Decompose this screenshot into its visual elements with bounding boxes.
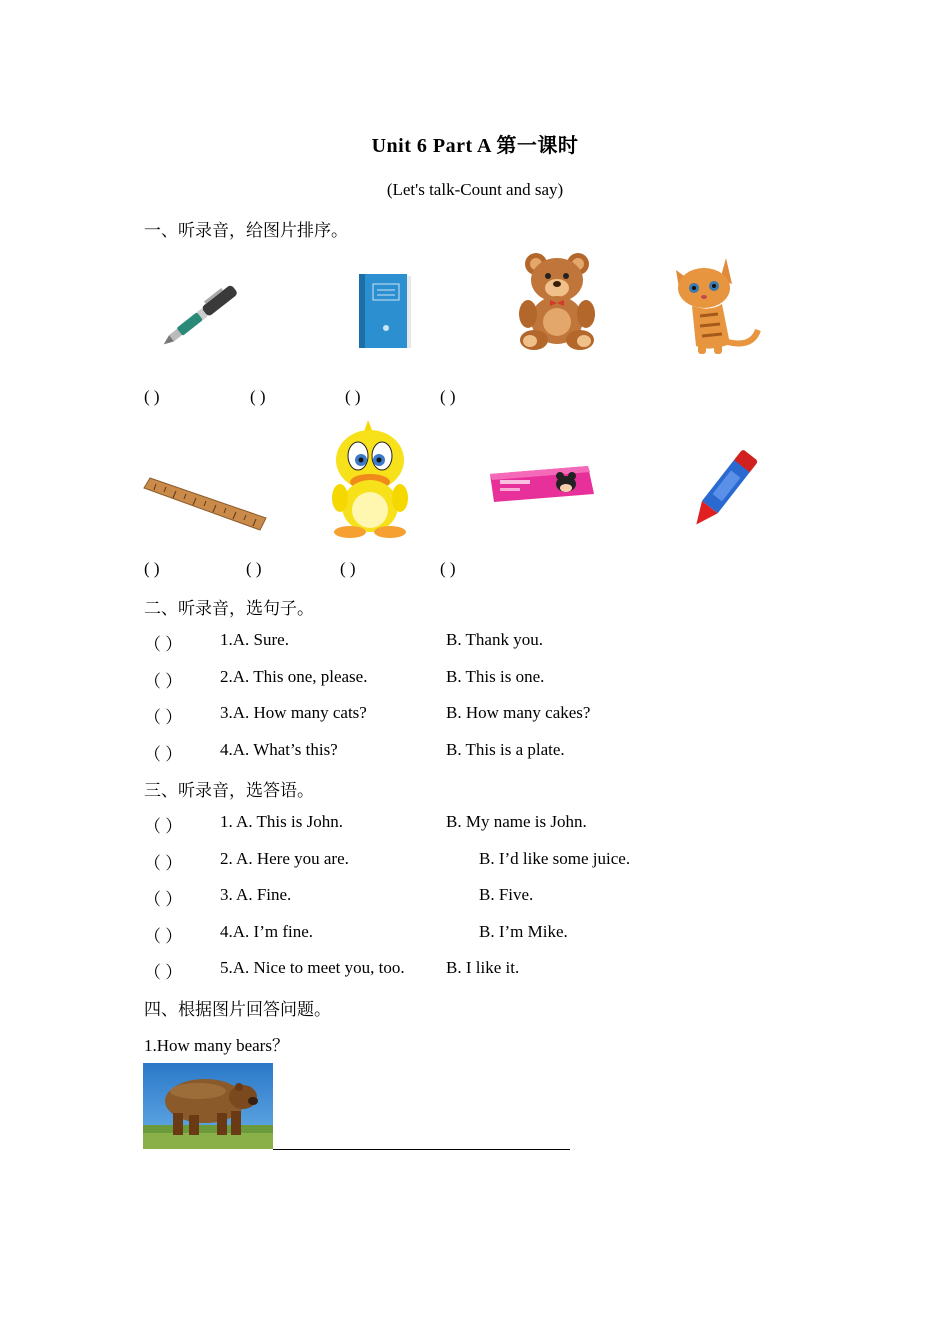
option-a: 2. A. Here you are. [220, 849, 349, 868]
answer-paren[interactable]: （ ） [144, 745, 183, 764]
option-b: B. My name is John. [446, 812, 587, 831]
option-a: 2.A. This one, please. [220, 667, 368, 686]
option-b: B. Thank you. [446, 630, 543, 649]
answer-line[interactable] [273, 1149, 570, 1150]
option-b: B. This is one. [446, 667, 545, 686]
option-b: B. How many cakes? [446, 703, 591, 722]
answer-paren[interactable]: （ ） [144, 854, 183, 873]
section3-heading: 三、听录音，选答语。 [144, 781, 314, 800]
page-title: Unit 6 Part A 第一课时 [371, 135, 579, 157]
teddy-bear-icon [512, 248, 602, 352]
answer-paren[interactable]: （ ） [144, 927, 183, 946]
option-b: B. This is a plate. [446, 740, 565, 759]
ruler-icon [142, 476, 268, 544]
order-blank-6[interactable]: ( ) [246, 559, 262, 578]
page-subtitle: (Let's talk-Count and say) [386, 180, 564, 199]
order-blank-8[interactable]: ( ) [440, 559, 456, 578]
section1-heading: 一、听录音，给图片排序。 [144, 221, 348, 240]
order-blank-1[interactable]: ( ) [144, 387, 160, 406]
order-blank-7[interactable]: ( ) [340, 559, 356, 578]
section4-heading: 四、根据图片回答问题。 [144, 1000, 331, 1019]
duck-icon [328, 418, 412, 540]
option-a: 5.A. Nice to meet you, too. [220, 958, 405, 977]
cat-icon [670, 256, 766, 360]
section2-heading: 二、听录音，选句子。 [144, 599, 314, 618]
answer-paren[interactable]: （ ） [144, 672, 183, 691]
order-blank-5[interactable]: ( ) [144, 559, 160, 578]
option-a: 4.A. I’m fine. [220, 922, 314, 941]
pencil-box-icon [486, 462, 596, 506]
question-1: 1.How many bears？ [144, 1036, 289, 1055]
option-b: B. I’d like some juice. [479, 849, 631, 868]
option-a: 3.A. How many cats? [220, 703, 367, 722]
fountain-pen-icon [150, 276, 250, 356]
bear-photo-icon [143, 1063, 273, 1149]
answer-paren[interactable]: （ ） [144, 635, 183, 654]
order-blank-4[interactable]: ( ) [440, 387, 456, 406]
option-b: B. Five. [479, 885, 534, 904]
answer-paren[interactable]: （ ） [144, 963, 183, 982]
book-icon [355, 270, 413, 352]
answer-paren[interactable]: （ ） [144, 817, 183, 836]
order-blank-3[interactable]: ( ) [345, 387, 361, 406]
option-a: 1. A. This is John. [220, 812, 343, 831]
option-b: B. I like it. [446, 958, 520, 977]
answer-paren[interactable]: （ ） [144, 890, 183, 909]
answer-paren[interactable]: （ ） [144, 708, 183, 727]
option-a: 4.A. What’s this? [220, 740, 338, 759]
order-blank-2[interactable]: ( ) [250, 387, 266, 406]
crayon-icon [684, 440, 764, 538]
option-a: 1.A. Sure. [220, 630, 289, 649]
option-a: 3. A. Fine. [220, 885, 292, 904]
option-b: B. I’m Mike. [479, 922, 568, 941]
